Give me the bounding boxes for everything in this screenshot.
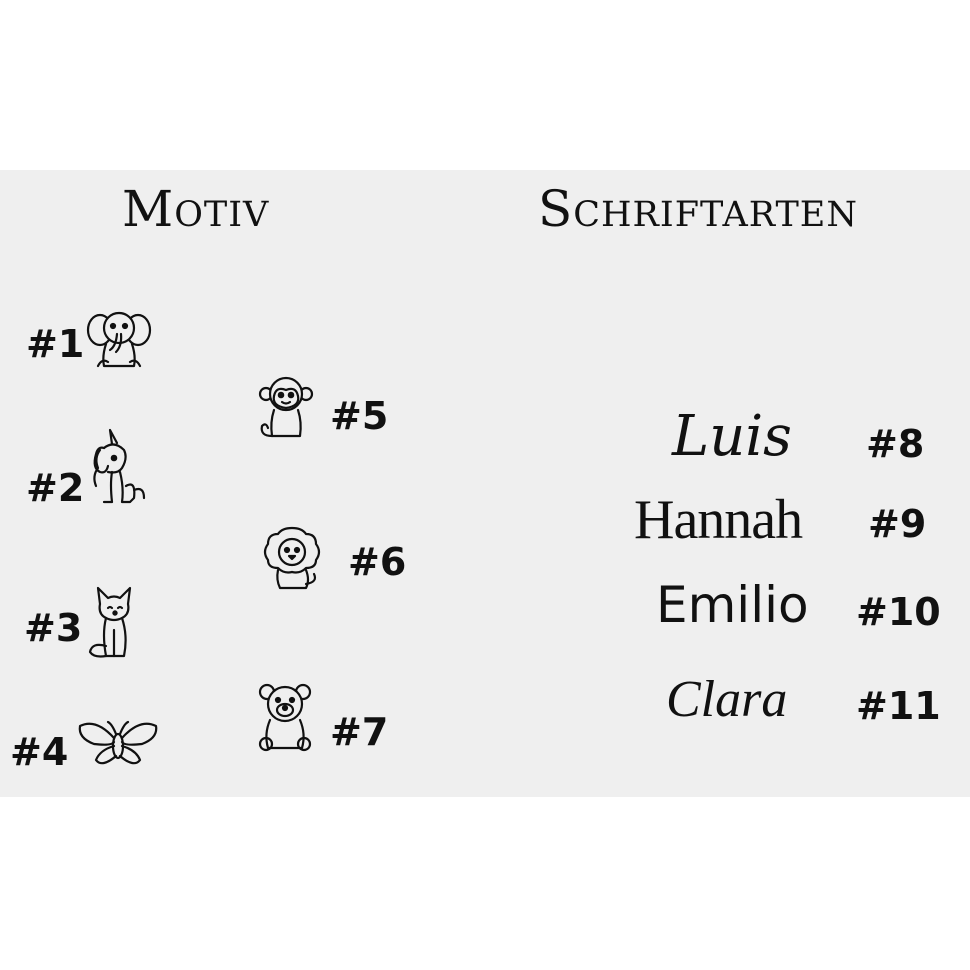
motif-3-label: #3 xyxy=(24,606,83,650)
font-8-label: #8 xyxy=(866,422,925,466)
elephant-icon xyxy=(86,306,152,372)
fox-icon xyxy=(88,584,138,658)
motif-5-label: #5 xyxy=(330,394,389,438)
motif-7-label: #7 xyxy=(330,710,389,754)
bear-icon xyxy=(256,682,314,752)
motif-heading: Motiv xyxy=(122,180,270,238)
motif-6-label: #6 xyxy=(348,540,407,584)
fonts-heading: Schriftarten xyxy=(538,180,858,238)
font-sample-clara: Clara xyxy=(666,671,788,728)
motif-1-label: #1 xyxy=(26,322,85,366)
font-sample-luis: Luis xyxy=(672,404,792,469)
unicorn-icon xyxy=(90,428,148,506)
motif-4-label: #4 xyxy=(10,730,69,774)
font-sample-hannah: Hannah xyxy=(634,489,803,551)
font-10-label: #10 xyxy=(856,590,941,634)
font-sample-emilio: Emilio xyxy=(656,576,809,634)
motif-2-label: #2 xyxy=(26,466,85,510)
font-11-label: #11 xyxy=(856,684,941,728)
butterfly-icon xyxy=(76,716,160,770)
lion-icon xyxy=(262,526,322,590)
font-9-label: #9 xyxy=(868,502,927,546)
monkey-icon xyxy=(256,374,316,440)
